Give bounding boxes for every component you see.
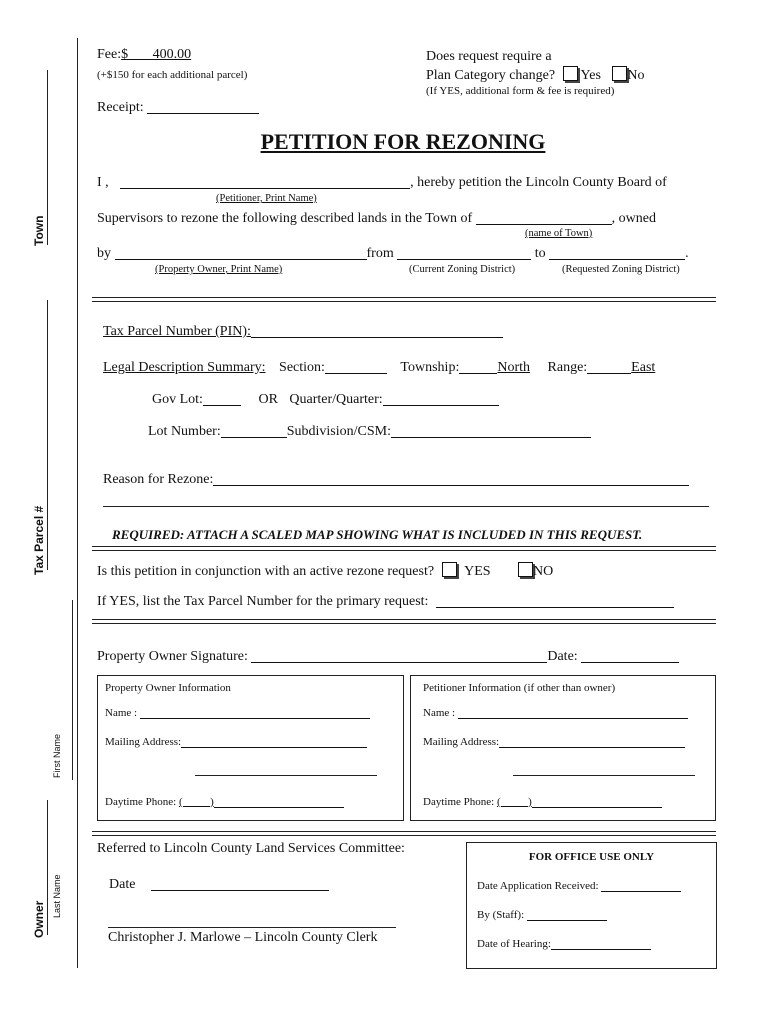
margin-owner-label: Owner xyxy=(32,900,46,938)
quarter-field[interactable] xyxy=(383,391,499,406)
divider-double-4a xyxy=(92,831,716,832)
office-hearing-field[interactable] xyxy=(551,938,651,950)
page-title: PETITION FOR REZONING xyxy=(260,129,546,154)
intro-supervisors: Supervisors to rezone the following described lands in the Town of xyxy=(97,211,473,226)
petitioner-name-label: Name : xyxy=(423,707,456,719)
petitioner-info-title: Petitioner Information (if other than owner) xyxy=(423,682,616,694)
plan-note: (If YES, additional form & fee is required) xyxy=(426,85,615,97)
township-label: Township: xyxy=(400,360,460,375)
petitioner-phone-parens: ( ) xyxy=(496,796,532,808)
owner-mailing-label: Mailing Address: xyxy=(105,736,182,748)
fee-line xyxy=(97,47,191,63)
owner-name-field[interactable] xyxy=(115,245,367,260)
margin-last-name-label: Last Name xyxy=(52,874,62,918)
fee-label: Fee: xyxy=(97,47,122,62)
or-label: OR xyxy=(258,392,278,407)
office-received-label: Date Application Received: xyxy=(477,880,599,892)
intro-to: to xyxy=(534,246,546,261)
first-name-field-line xyxy=(72,600,73,780)
receipt-line xyxy=(97,99,259,116)
office-use-title: FOR OFFICE USE ONLY xyxy=(528,851,655,863)
referral-date-field[interactable] xyxy=(151,876,329,891)
petitioner-mailing-line xyxy=(423,736,685,748)
plan-yes-checkbox[interactable] xyxy=(563,66,578,81)
owner-phone-input[interactable] xyxy=(214,796,344,808)
town-caption: (name of Town) xyxy=(525,228,593,239)
signature-label: Property Owner Signature: xyxy=(97,649,248,664)
office-use-box xyxy=(466,842,717,969)
divider-double-4b xyxy=(92,835,716,836)
plan-question-2 xyxy=(426,66,645,84)
town-name-field[interactable] xyxy=(476,210,612,225)
reason-label: Reason for Rezone: xyxy=(103,472,214,487)
petitioner-name-field[interactable] xyxy=(120,174,410,189)
intro-by: by xyxy=(97,246,111,261)
owner-caption: (Property Owner, Print Name) xyxy=(155,264,283,275)
primary-request-line xyxy=(97,593,674,610)
plan-yes-label: Yes xyxy=(580,68,601,83)
owner-mailing-input-2[interactable] xyxy=(195,775,377,776)
plan-no-checkbox[interactable] xyxy=(612,66,627,81)
owner-info-box xyxy=(97,675,404,821)
office-received-field[interactable] xyxy=(601,880,681,892)
margin-tax-parcel-label: Tax Parcel # xyxy=(32,505,46,575)
clerk-name: Christopher J. Marlowe – Lincoln County Clerk xyxy=(108,930,378,945)
office-hearing-line xyxy=(477,938,651,950)
intro-hereby: , hereby petition the Lincoln County Board of xyxy=(410,175,667,190)
office-staff-field[interactable] xyxy=(527,909,607,921)
lot-number-line xyxy=(148,423,591,440)
divider-double-3b xyxy=(92,623,716,624)
petitioner-mailing-label: Mailing Address: xyxy=(423,736,500,748)
petitioner-name-line xyxy=(423,707,688,719)
margin-town-label: Town xyxy=(32,215,46,246)
petitioner-name-input[interactable] xyxy=(458,707,688,719)
intro-owned: , owned xyxy=(611,211,656,226)
divider-double-1b xyxy=(92,301,716,302)
quarter-label: Quarter/Quarter: xyxy=(289,392,383,407)
subdivision-field[interactable] xyxy=(391,423,591,438)
owner-name-input[interactable] xyxy=(140,707,370,719)
reason-line xyxy=(103,471,689,488)
section-label: Section: xyxy=(279,360,325,375)
current-zoning-field[interactable] xyxy=(397,245,531,260)
gov-lot-label: Gov Lot: xyxy=(152,392,203,407)
legal-line xyxy=(103,359,655,376)
signature-date-field[interactable] xyxy=(581,648,679,663)
petitioner-phone-input[interactable] xyxy=(532,796,662,808)
referral-label: Referred to Lincoln County Land Services Committee: xyxy=(97,841,405,856)
receipt-field[interactable] xyxy=(147,99,259,114)
intro-line-3 xyxy=(97,245,689,262)
divider-double-2b xyxy=(92,550,716,551)
divider-double-2a xyxy=(92,546,716,547)
petitioner-phone-label: Daytime Phone: xyxy=(423,796,495,808)
divider-double-1a xyxy=(92,297,716,298)
gov-lot-field[interactable] xyxy=(203,391,241,406)
plan-question-1: Does request require a xyxy=(426,49,552,64)
intro-line-2 xyxy=(97,210,656,227)
gov-lot-line xyxy=(152,391,499,408)
conjunction-no-checkbox[interactable] xyxy=(518,562,533,577)
range-field[interactable] xyxy=(587,359,631,374)
owner-field-line xyxy=(47,800,48,935)
left-margin-rule xyxy=(77,38,78,968)
fee-amount: $ 400.00 xyxy=(121,47,192,62)
owner-phone-parens: ( ) xyxy=(178,796,214,808)
petitioner-mailing-input-1[interactable] xyxy=(499,736,685,748)
intro-from: from xyxy=(366,246,394,261)
owner-phone-label: Daytime Phone: xyxy=(105,796,177,808)
pin-label: Tax Parcel Number (PIN): xyxy=(103,324,251,339)
owner-name-line xyxy=(105,707,370,719)
office-staff-label: By (Staff): xyxy=(477,909,525,921)
lot-number-label: Lot Number: xyxy=(148,424,221,439)
signature-date-label: Date: xyxy=(547,649,578,664)
reason-field-1[interactable] xyxy=(213,471,689,486)
owner-mailing-line xyxy=(105,736,367,748)
requested-zoning-caption: (Requested Zoning District) xyxy=(562,264,680,275)
requested-zoning-field[interactable] xyxy=(549,245,685,260)
owner-info-title: Property Owner Information xyxy=(105,682,231,694)
conjunction-yes-checkbox[interactable] xyxy=(442,562,457,577)
owner-mailing-input-1[interactable] xyxy=(181,736,367,748)
petitioner-info-box xyxy=(410,675,716,821)
town-field-line xyxy=(47,70,48,245)
required-notice: REQUIRED: ATTACH A SCALED MAP SHOWING WHAT IS INCLUDED IN THIS REQUEST. xyxy=(112,527,643,542)
primary-request-label: If YES, list the Tax Parcel Number for the primary request: xyxy=(97,594,429,609)
signature-field[interactable] xyxy=(251,648,547,663)
petitioner-mailing-input-2[interactable] xyxy=(513,775,695,776)
plan-question-label: Plan Category change? xyxy=(426,68,556,83)
petitioner-phone-line xyxy=(423,796,662,808)
intro-i: I , xyxy=(97,175,109,190)
lot-number-field[interactable] xyxy=(221,423,287,438)
current-zoning-caption: (Current Zoning District) xyxy=(409,264,516,275)
receipt-label: Receipt: xyxy=(97,100,144,115)
signature-line xyxy=(97,648,679,665)
pin-field[interactable] xyxy=(251,323,503,338)
intro-line-1 xyxy=(97,174,667,191)
east-label: East xyxy=(631,360,656,375)
conjunction-no-label: NO xyxy=(533,564,554,579)
subdivision-label: Subdivision/CSM: xyxy=(286,424,391,439)
township-field[interactable] xyxy=(459,359,497,374)
owner-name-label: Name : xyxy=(105,707,138,719)
office-staff-line xyxy=(477,909,607,921)
plan-no-label: No xyxy=(627,68,645,83)
legal-label: Legal Description Summary: xyxy=(103,360,266,375)
owner-phone-line xyxy=(105,796,344,808)
conjunction-question: Is this petition in conjunction with an active rezone request? xyxy=(97,564,435,579)
tax-parcel-field-line xyxy=(47,300,48,570)
clerk-signature-field[interactable] xyxy=(108,927,396,928)
intro-period: . xyxy=(685,246,689,261)
conjunction-line xyxy=(97,562,553,580)
conjunction-yes-label: YES xyxy=(464,564,491,579)
office-received-line xyxy=(477,880,681,892)
margin-first-name-label: First Name xyxy=(52,733,62,778)
fee-note: (+$150 for each additional parcel) xyxy=(97,69,248,81)
north-label: North xyxy=(497,360,531,375)
referral-date-line xyxy=(109,876,329,893)
referral-date-label: Date xyxy=(109,877,136,892)
reason-field-2[interactable] xyxy=(103,506,709,507)
divider-double-3a xyxy=(92,619,716,620)
range-label: Range: xyxy=(547,360,588,375)
pin-line xyxy=(103,323,503,340)
petitioner-caption: (Petitioner, Print Name) xyxy=(216,193,317,204)
primary-request-field[interactable] xyxy=(436,593,674,608)
office-hearing-label: Date of Hearing: xyxy=(477,938,551,950)
section-field[interactable] xyxy=(325,359,387,374)
